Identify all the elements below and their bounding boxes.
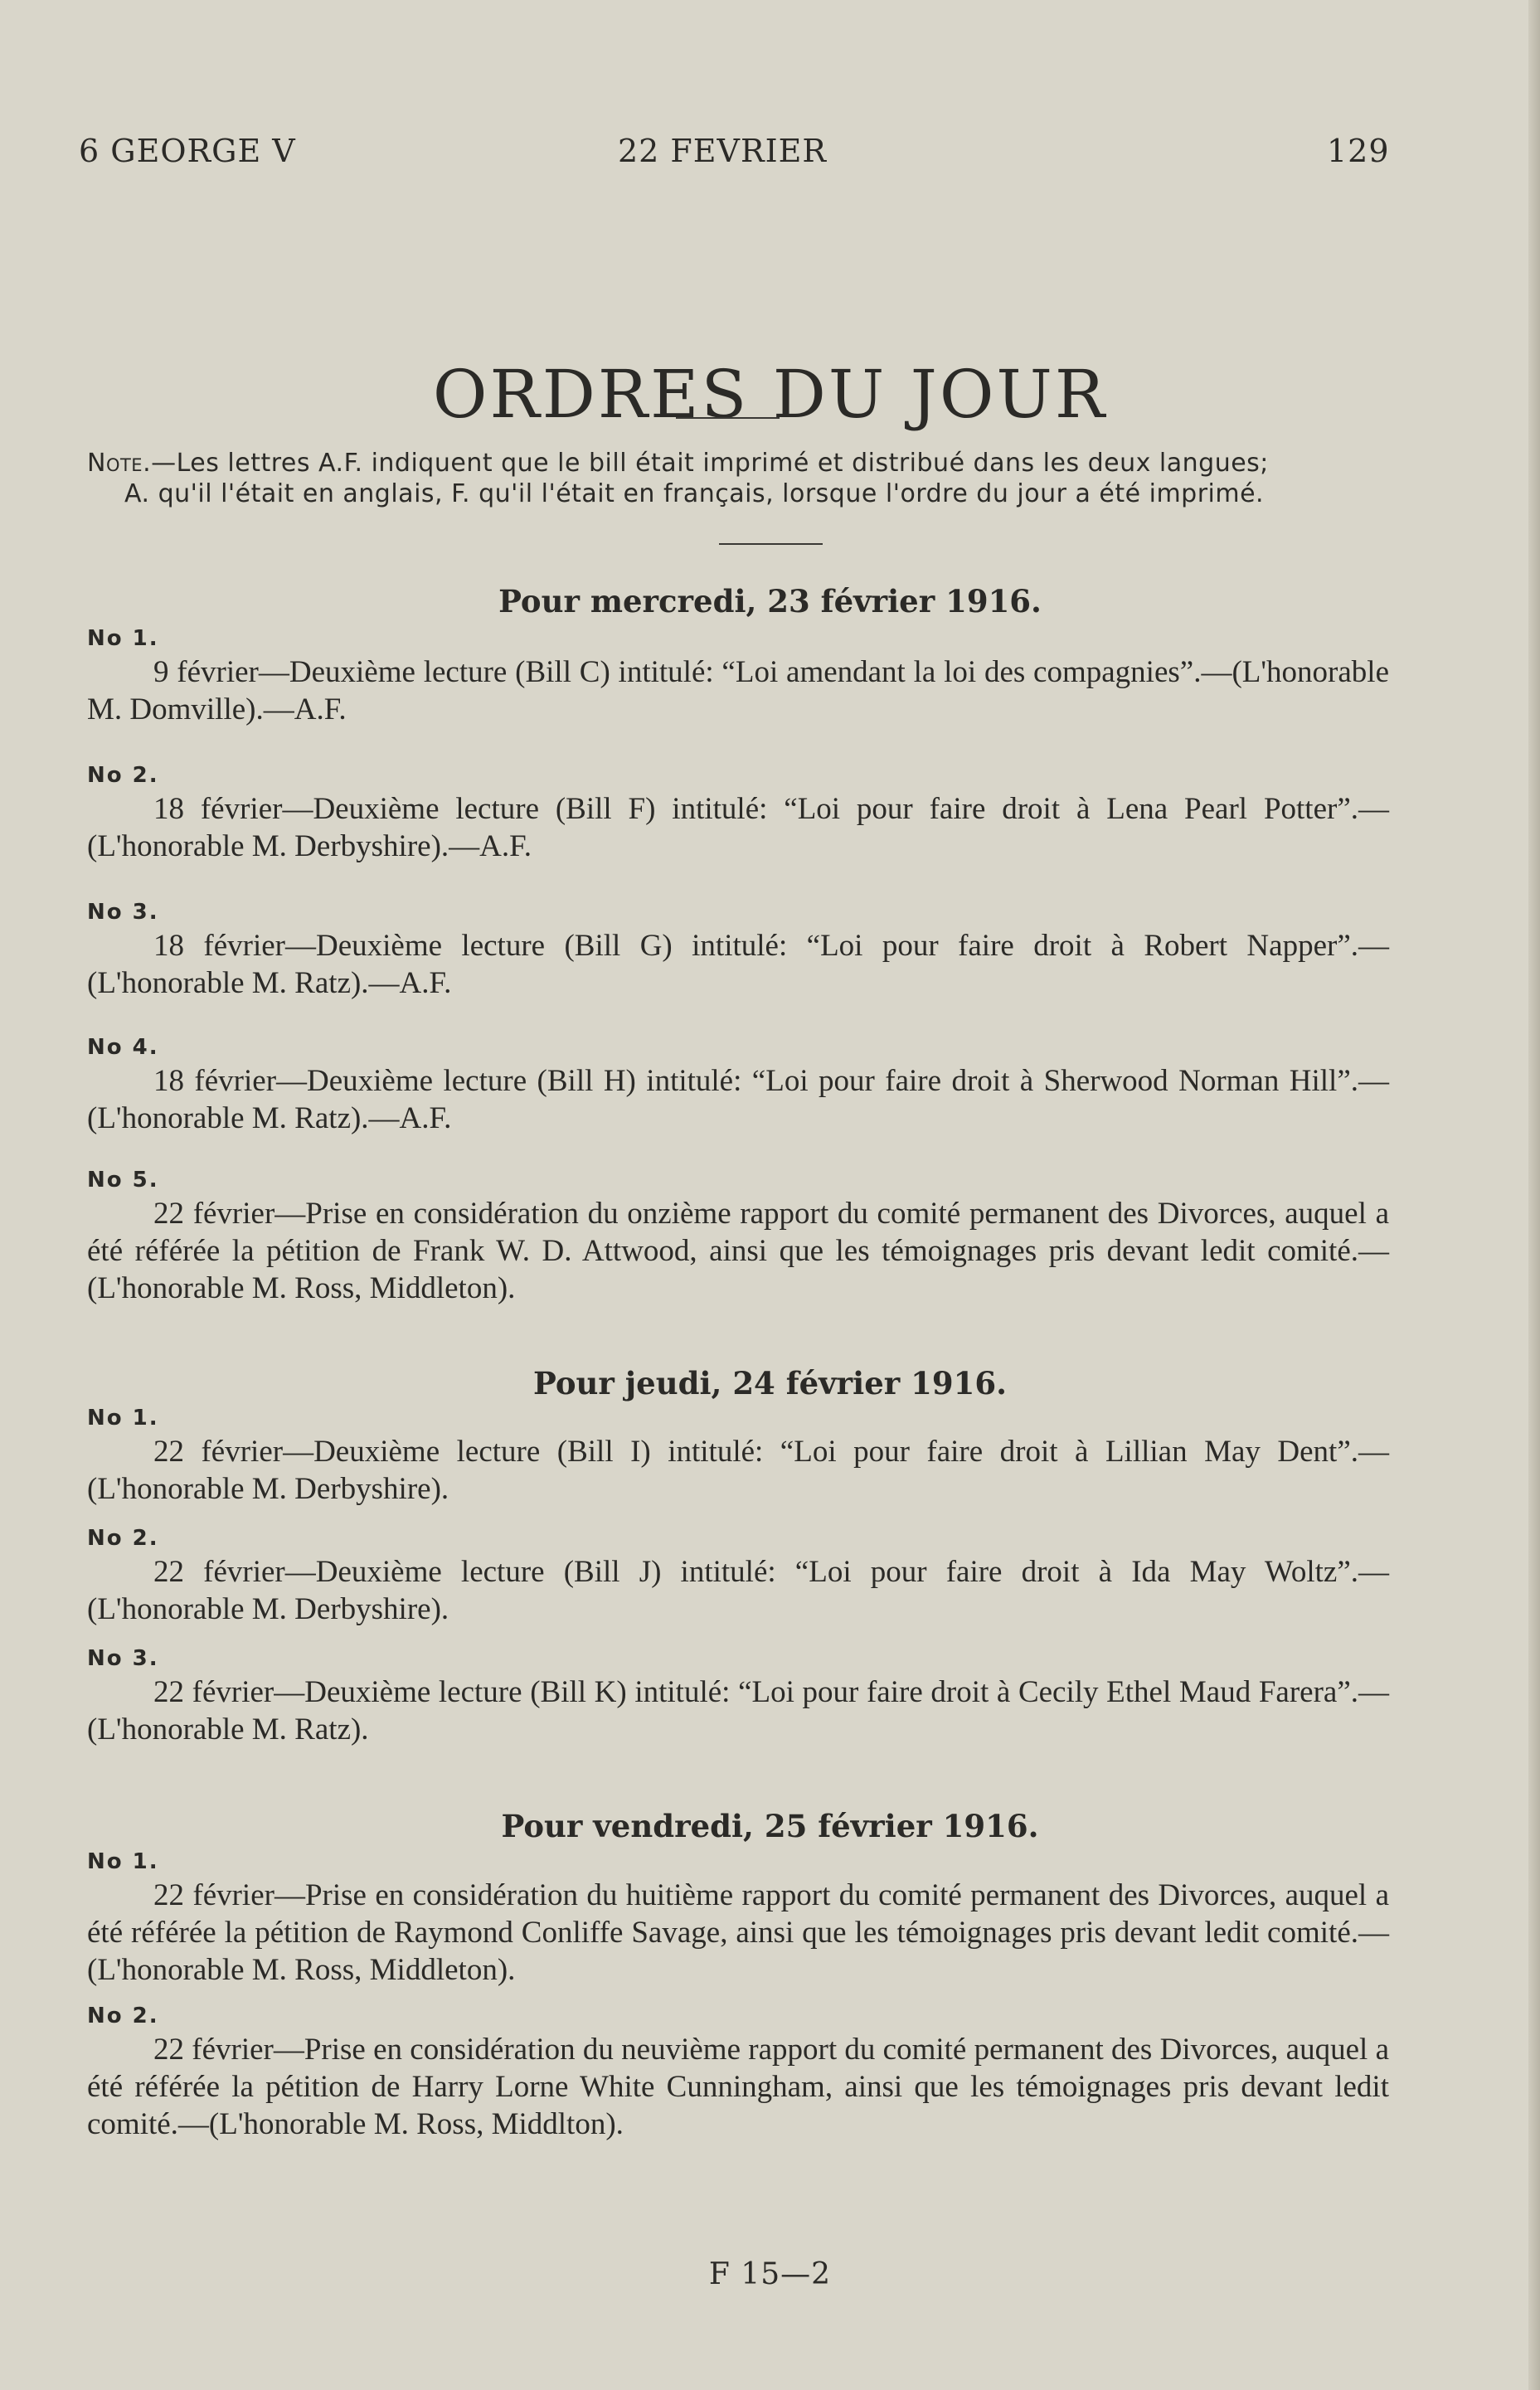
item-number: No 2. xyxy=(87,1526,159,1551)
list-item xyxy=(87,760,1389,865)
item-number: No 4. xyxy=(87,1035,159,1060)
item-number: No 1. xyxy=(87,1849,159,1874)
page-number: 129 xyxy=(1327,133,1390,169)
list-item xyxy=(87,897,1389,1002)
item-text: 22 février—Deuxième lecture (Bill I) intitulé: “Loi pour faire droit à Lillian May Dent”.—(L'honorable M. Derbyshire). xyxy=(87,1435,1389,1506)
item-text: 18 février—Deuxième lecture (Bill H) intitulé: “Loi pour faire droit à Sherwood Norman Hill”.—(L'honorable M. Ratz).—A.F. xyxy=(87,1064,1389,1135)
list-item xyxy=(87,2001,1389,2143)
section-title-wednesday: Pour mercredi, 23 février 1916. xyxy=(498,583,1042,619)
item-text: 22 février—Prise en considération du onzième rapport du comité permanent des Divorces, auquel a été référée la pétition de Frank W. D. Attwood, ainsi que les témoignages pris devant ledit comité.—(L'honorable M. Ross, Middleton). xyxy=(87,1197,1389,1305)
page-title: ORDRES DU JOUR xyxy=(432,355,1108,433)
note-line-2: A. qu'il l'était en anglais, F. qu'il l'était en français, lorsque l'ordre du jour a été imprimé. xyxy=(124,479,1265,508)
item-text: 18 février—Deuxième lecture (Bill F) intitulé: “Loi pour faire droit à Lena Pearl Potter”.—(L'honorable M. Derbyshire).—A.F. xyxy=(87,792,1389,863)
item-number: No 5. xyxy=(87,1168,159,1193)
item-number: No 3. xyxy=(87,1646,159,1671)
list-item xyxy=(87,1403,1389,1508)
item-number: No 2. xyxy=(87,2004,159,2028)
list-item xyxy=(87,624,1389,728)
footer-signature: F 15—2 xyxy=(708,2257,832,2291)
list-item xyxy=(87,1523,1389,1628)
note-label: Note. xyxy=(87,449,152,478)
item-number: No 1. xyxy=(87,1406,159,1431)
item-text: 9 février—Deuxième lecture (Bill C) intitulé: “Loi amendant la loi des compagnies”.—(L'honorable M. Domville).—A.F. xyxy=(87,655,1389,726)
divider xyxy=(719,543,823,545)
item-text: 22 février—Prise en considération du huitième rapport du comité permanent des Divorces, auquel a été référée la pétition de Raymond Conliffe Savage, ainsi que les témoignages pris devant ledit comité.—(L'honorable M. Ross, Middleton). xyxy=(87,1878,1389,1987)
list-item xyxy=(87,1032,1389,1137)
list-item xyxy=(87,1644,1389,1748)
item-text: 22 février—Deuxième lecture (Bill J) intitulé: “Loi pour faire droit à Ida May Woltz”.—(L'honorable M. Derbyshire). xyxy=(87,1555,1389,1626)
section-title-friday: Pour vendredi, 25 février 1916. xyxy=(501,1808,1039,1844)
list-item xyxy=(87,1847,1389,1989)
note xyxy=(87,448,1385,509)
note-line-1: —Les lettres A.F. indiquent que le bill était imprimé et distribué dans les deux langues; xyxy=(151,449,1269,478)
header-date: 22 FEVRIER xyxy=(618,133,827,169)
divider xyxy=(676,417,780,419)
header-left: 6 GEORGE V xyxy=(79,133,296,169)
item-text: 22 février—Deuxième lecture (Bill K) intitulé: “Loi pour faire droit à Cecily Ethel Maud Farera”.—(L'honorable M. Ratz). xyxy=(87,1675,1389,1746)
section-title-thursday: Pour jeudi, 24 février 1916. xyxy=(533,1365,1007,1401)
item-number: No 3. xyxy=(87,900,159,925)
item-number: No 1. xyxy=(87,626,159,651)
item-number: No 2. xyxy=(87,763,159,788)
item-text: 18 février—Deuxième lecture (Bill G) intitulé: “Loi pour faire droit à Robert Napper”.—(L'honorable M. Ratz).—A.F. xyxy=(87,929,1389,1000)
item-text: 22 février—Prise en considération du neuvième rapport du comité permanent des Divorces, auquel a été référée la pétition de Harry Lorne White Cunningham, ainsi que les témoignages pris devant ledit comité.—(L'honorable M. Ross, Middlton). xyxy=(87,2033,1389,2141)
list-item xyxy=(87,1165,1389,1307)
